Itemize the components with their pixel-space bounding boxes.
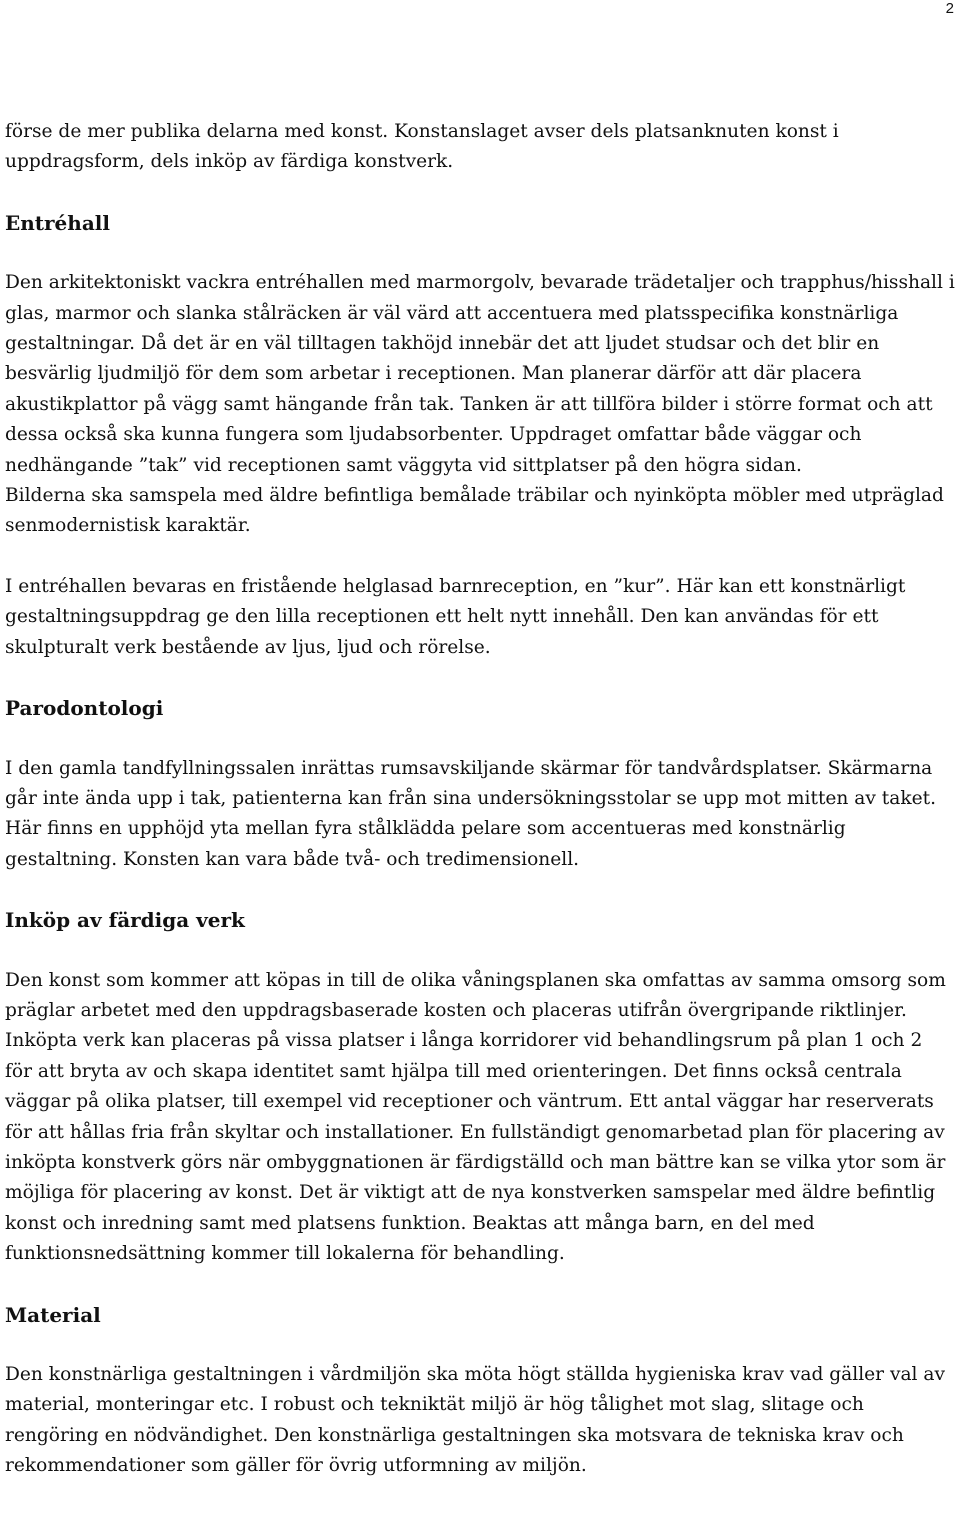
document-body [5, 117, 955, 1482]
page-number: 2 [945, 0, 954, 17]
heading-entrehall: Entréhall [5, 210, 110, 235]
entrehall-paragraph-1: Den arkitektoniskt vackra entréhallen med marmorgolv, bevarade trädetaljer och trapphus/hisshall i glas, marmor och slanka stålräcken är väl värd att accentuera med platsspecifika konstnärliga gestaltningar. Då det är en väl tilltagen takhöjd innebär det att ljudet studsar och det blir en besvärlig ljudmiljö för dem som arbetar i receptionen. Man planerar därför att där placera akustikplattor på vägg samt hängande från tak. Tanken är att tillföra bilder i större format och att dessa också ska kunna fungera som ljudabsorbenter. Uppdraget omfattar både väggar och nedhängande ”tak” vid receptionen samt väggyta vid sittplatser på den högra sidan. [5, 272, 955, 476]
inkop-paragraph-1: Den konst som kommer att köpas in till de olika våningsplanen ska omfattas av samma omsorg som präglar arbetet med den uppdragsbaserade kosten och placeras utifrån övergripande riktlinjer. Inköpta verk kan placeras på vissa platser i långa korridorer vid behandlingsrum på plan 1 och 2 för att bryta av och skapa identitet samt hjälpa till med orienteringen. Det finns också centrala väggar på olika platser, till exempel vid receptioner och väntrum. Ett antal väggar har reserverats för att hållas fria från skyltar och installationer. En fullständigt genomarbetad plan för placering av inköpta konstverk görs när ombyggnationen är färdigställd och man bättre kan se vilka ytor som är möjliga för placering av konst. Det är viktigt att de nya konstverken samspelar med äldre befintlig konst och inredning samt med platsens funktion. Beaktas att många barn, en del med funktionsnedsättning kommer till lokalerna för behandling. [5, 969, 946, 1265]
intro-paragraph: förse de mer publika delarna med konst. Konstanslaget avser dels platsanknuten konst i uppdragsform, dels inköp av färdiga konstverk. [5, 121, 839, 173]
entrehall-paragraph-2: Bilderna ska samspela med äldre befintliga bemålade träbilar och nyinköpta möbler med utpräglad senmodernistisk karaktär. [5, 485, 944, 537]
heading-material: Material [5, 1302, 101, 1327]
heading-inkop: Inköp av färdiga verk [5, 908, 245, 933]
heading-parodontologi: Parodontologi [5, 696, 164, 721]
entrehall-paragraph-3: I entréhallen bevaras en fristående helglasad barnreception, en ”kur”. Här kan ett konstnärligt gestaltningsuppdrag ge den lilla receptionen ett helt nytt innehåll. Den kan användas för ett skulpturalt verk bestående av ljus, ljud och rörelse. [5, 575, 906, 658]
material-paragraph-1: Den konstnärliga gestaltningen i vårdmiljön ska möta högt ställda hygieniska krav vad gäller val av material, monteringar etc. I robust och tekniktät miljö är hög tålighet mot slag, slitage och rengöring en nödvändighet. Den konstnärliga gestaltningen ska motsvara de tekniska krav och rekommendationer som gäller för övrig utformning av miljön. [5, 1364, 945, 1477]
parodontologi-paragraph-1: I den gamla tandfyllningssalen inrättas rumsavskiljande skärmar för tandvårdsplatser. Skärmarna går inte ända upp i tak, patienterna kan från sina undersökningsstolar se upp mot mitten av taket. Här finns en upphöjd yta mellan fyra stålklädda pelare som accentueras med konstnärlig gestaltning. Konsten kan vara både två- och tredimensionell. [5, 757, 937, 870]
